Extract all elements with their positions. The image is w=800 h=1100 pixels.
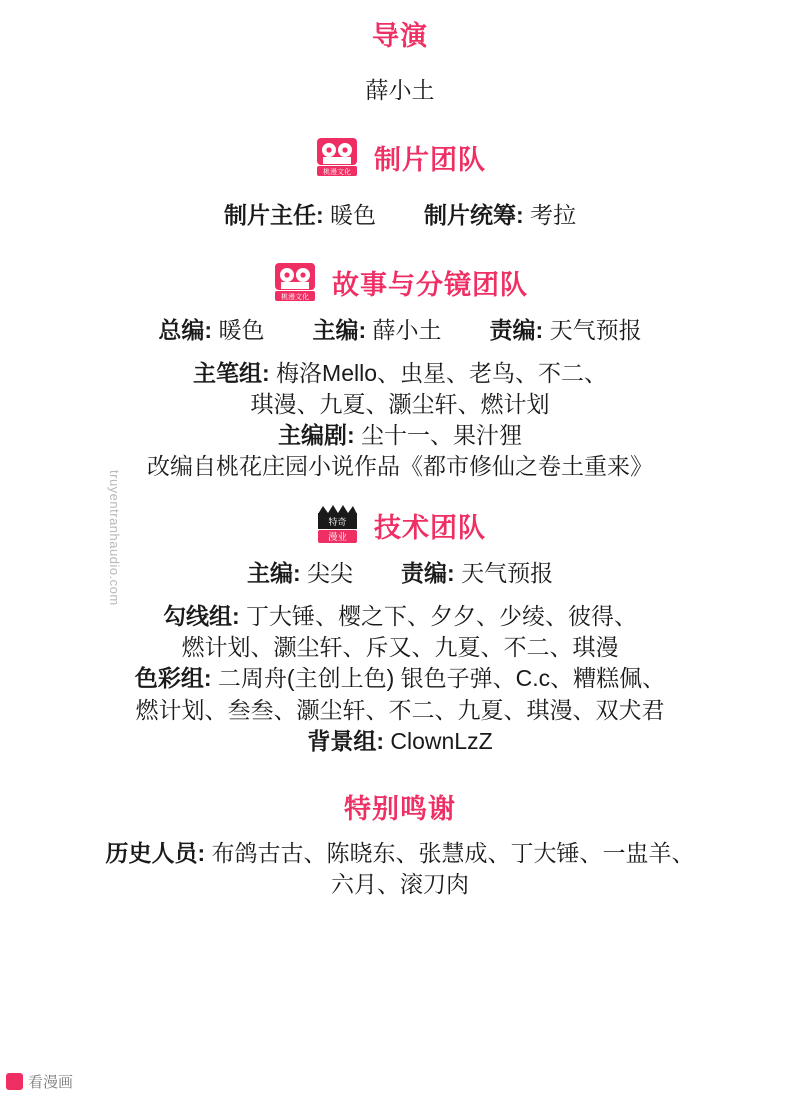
credit-value: 天气预报 [461,560,554,587]
credit-row [18,315,782,346]
credit-row [18,200,782,231]
section-production-team [18,136,782,231]
credit-label: 主编: [246,560,301,587]
credit-line [18,358,782,389]
credit-line-adaptation [18,451,782,482]
credit-row [18,558,782,589]
credit-item [424,200,576,231]
credit-value: 薛小土 [372,317,442,344]
credit-value: 薛小土 [365,77,435,103]
credit-label: 制片主任: [223,202,324,229]
credit-line [18,695,782,726]
credit-line [18,663,782,694]
section-story-storyboard-team [18,261,782,482]
credit-line [18,389,782,420]
section-header-technical-team [18,504,782,546]
credit-label: 制片统筹: [424,202,524,229]
credit-label: 责编: [401,560,455,587]
credit-line [18,75,782,106]
credit-label: 责编: [489,317,544,344]
credit-value: ClownLzZ [390,727,493,754]
credit-value: 琪漫、九夏、灏尘轩、燃计划 [250,391,550,418]
credit-label: 主编: [312,317,367,344]
credit-item [224,200,376,231]
credit-line [18,838,782,869]
teqi-manye-logo-icon [314,504,360,546]
credit-item [312,315,441,346]
taohua-culture-logo-icon [272,261,318,303]
credit-line [18,726,782,757]
credit-line [18,869,782,900]
credit-value: 尘十一、果汁狸 [361,422,523,449]
section-special-thanks [18,787,782,900]
credit-value: 暖色 [330,202,376,229]
credit-line [18,632,782,663]
watermark: truyentranhaudio.com [107,470,122,606]
credit-value: 天气预报 [549,317,642,344]
site-logo-icon [6,1073,23,1090]
section-title-director: 导演 [372,21,428,51]
credit-value: 燃计划、叁叁、灏尘轩、不二、九夏、琪漫、双犬君 [135,696,665,723]
credit-label: 主笔组: [192,360,270,387]
credit-value: 梅洛Mello、虫星、老鸟、不二、 [276,360,608,387]
credit-value: 布鸽古古、陈晓东、张慧成、丁大锤、一盅羊、 [211,839,695,866]
credit-item [247,558,353,589]
svg-text:桃漫文化: 桃漫文化 [323,169,351,177]
svg-text:桃漫文化: 桃漫文化 [281,294,309,302]
credit-item [158,315,264,346]
credit-item [490,315,642,346]
site-logo [6,1071,73,1092]
credit-line [18,420,782,451]
taohua-culture-logo-icon [314,136,360,178]
section-header-production-team [18,136,782,178]
section-title-technical-team: 技术团队 [374,512,486,543]
section-title-special-thanks: 特别鸣谢 [344,793,456,824]
credit-label: 总编: [158,317,213,344]
credit-value: 燃计划、灏尘轩、斥又、九夏、不二、琪漫 [181,634,619,661]
credit-value: 六月、滚刀肉 [331,870,469,897]
section-title-story-storyboard-team: 故事与分镜团队 [332,269,528,300]
credit-value: 丁大锤、樱之下、夕夕、少绫、彼得、 [246,603,638,630]
svg-text:特奇: 特奇 [328,517,347,528]
credit-line [18,601,782,632]
section-title-production-team: 制片团队 [374,144,486,175]
credit-value: 考拉 [530,202,577,229]
credit-label: 色彩组: [134,665,212,692]
credit-label: 历史人员: [105,839,206,866]
credit-item [401,558,553,589]
site-logo-label: 看漫画 [28,1074,74,1091]
credit-label: 背景组: [307,727,384,754]
section-header-story-storyboard-team [18,261,782,303]
credit-value: 改编自桃花庄园小说作品《都市修仙之卷土重来》 [147,453,653,480]
credit-value: 暖色 [218,317,265,344]
credit-label: 主编剧: [277,422,355,449]
svg-text:漫业: 漫业 [327,532,348,544]
credit-value: 尖尖 [307,560,353,587]
credit-value: 二周舟(主创上色) 银色子弹、C.c、糟糕佩、 [217,665,666,692]
credit-label: 勾线组: [162,603,240,630]
section-technical-team [18,504,782,756]
section-director [18,14,782,106]
